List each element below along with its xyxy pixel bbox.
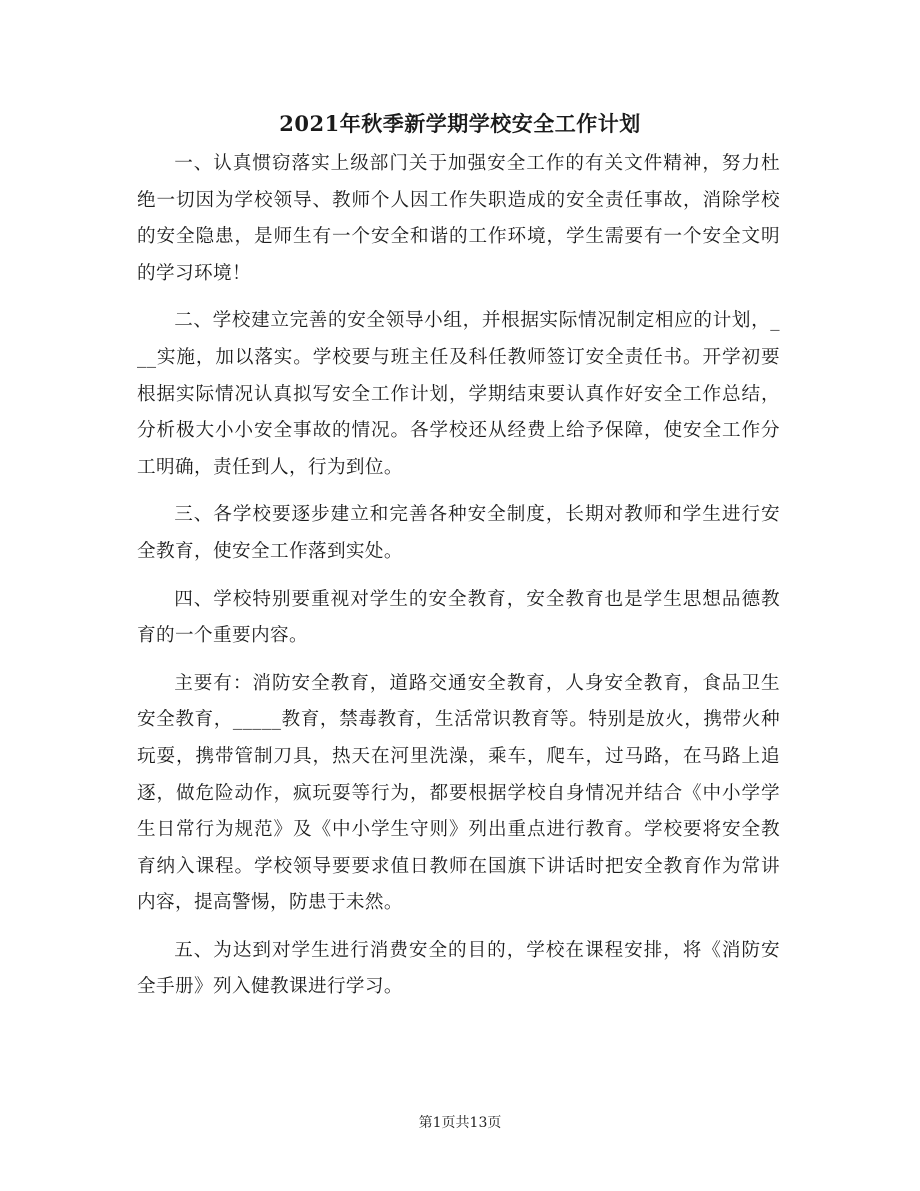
document-title: 2021年秋季新学期学校安全工作计划 [279,111,641,136]
document-body [137,146,780,1017]
paragraph-5: 主要有：消防安全教育，道路交通安全教育，人身安全教育，食品卫生安全教育，_____教育，禁毒教育，生活常识教育等。特别是放火，携带火种玩耍，携带管制刀具，热天在河里洗澡，乘车，爬车，过马路，在马路上追逐，做危险动作，疯玩耍等行为，都要根据学校自身情况并结合《中小学学生日常行为规范》及《中小学生守则》列出重点进行教育。学校要将安全教育纳入课程。学校领导要要求值日教师在国旗下讲话时把安全教育作为常讲内容，提高警惕，防患于未然。 [137,672,780,914]
paragraph-1: 一、认真惯窃落实上级部门关于加强安全工作的有关文件精神，努力杜绝一切因为学校领导、教师个人因工作失职造成的安全责任事故，消除学校的安全隐患，是师生有一个安全和谐的工作环境，学生需要有一个安全文明的学习环境！ [137,153,780,284]
paragraph-4: 四、学校特别要重视对学生的安全教育，安全教育也是学生思想品德教育的一个重要内容。 [137,588,780,647]
paragraph-6: 五、为达到对学生进行消费安全的目的，学校在课程安排，将《消防安全手册》列入健教课进行学习。 [137,939,780,998]
page-number-footer: 第1页共13页 [418,1115,502,1131]
paragraph-3: 三、各学校要逐步建立和完善各种安全制度，长期对教师和学生进行安全教育，使安全工作落到实处。 [137,504,780,562]
paragraph-2: 二、学校建立完善的安全领导小组，并根据实际情况制定相应的计划，___实施，加以落实。学校要与班主任及科任教师签订安全责任书。开学初要根据实际情况认真拟写安全工作计划，学期结束要认真作好安全工作总结，分析极大小小安全事故的情况。各学校还从经费上给予保障，使安全工作分工明确，责任到人，行为到位。 [137,310,780,478]
